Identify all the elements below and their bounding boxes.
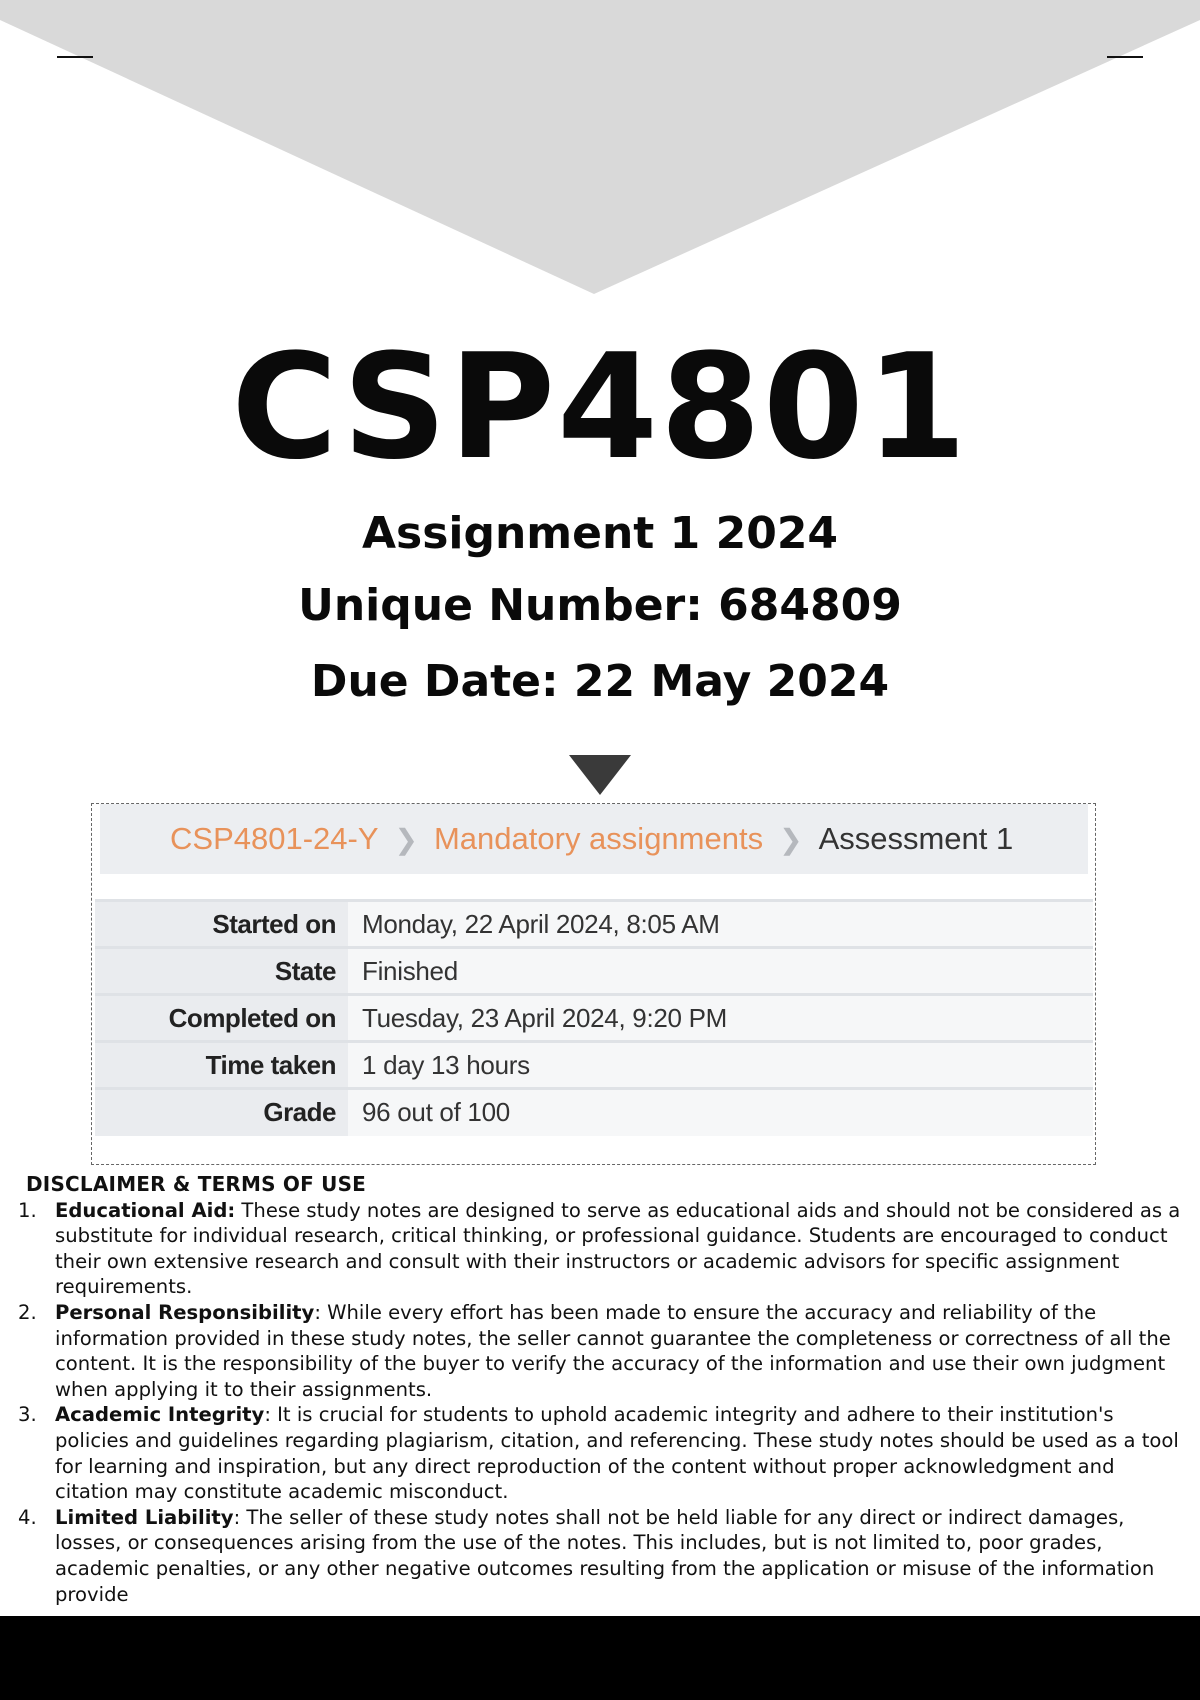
item-text: : It is crucial for students to uphold academic integrity and adhere to their institution's policies and guidelines regarding plagiarism, citation, and referencing. These study notes should be used as a tool for learning and inspiration, but any direct reproduction of the content without proper acknowledgment and citation may constitute academic misconduct. — [55, 1403, 1179, 1504]
course-code-title: CSP4801 — [231, 323, 969, 492]
row-label-time-taken: Time taken — [95, 1042, 348, 1089]
row-value-grade: 96 out of 100 — [348, 1089, 1093, 1136]
item-number: 4. — [18, 1505, 37, 1529]
breadcrumb — [100, 804, 1088, 874]
terms-list — [18, 1198, 1190, 1608]
table-row — [95, 901, 1093, 948]
due-date: Due Date: 22 May 2024 — [310, 656, 890, 707]
assessment-screenshot — [91, 803, 1096, 1165]
table-row — [95, 948, 1093, 995]
item-text: These study notes are designed to serve as educational aids and should not be considered as a substitute for individual research, critical thinking, or professional guidance. Students are encouraged to conduct their own extensive research and consult with their instructors or academic advisors for specific assignment requirements. — [55, 1198, 1181, 1299]
header-chevron-shape — [0, 0, 1200, 300]
row-label-completed-on: Completed on — [95, 995, 348, 1042]
list-item — [18, 1505, 1190, 1607]
down-arrow-icon — [569, 755, 631, 795]
item-heading: Academic Integrity — [55, 1403, 265, 1427]
table-row — [95, 1089, 1093, 1136]
item-text: : While every effort has been made to ensure the accuracy and reliability of the information provided in these study notes, the seller cannot guarantee the completeness or correctness of all the content. It is the responsibility of the buyer to verify the accuracy of the information and use their own judgment when applying it to their assignments. — [55, 1300, 1171, 1401]
item-heading: Personal Responsibility — [55, 1300, 315, 1324]
table-row — [95, 995, 1093, 1042]
list-item — [18, 1402, 1190, 1504]
row-value-state: Finished — [348, 948, 1093, 995]
row-value-time-taken: 1 day 13 hours — [348, 1042, 1093, 1089]
disclaimer-section — [18, 1172, 1190, 1607]
table-row — [95, 1042, 1093, 1089]
chevron-right-icon: ❯ — [394, 823, 418, 855]
list-item — [18, 1198, 1190, 1300]
row-value-started-on: Monday, 22 April 2024, 8:05 AM — [348, 901, 1093, 948]
disclaimer-title: DISCLAIMER & TERMS OF USE — [26, 1172, 367, 1196]
chevron-right-icon: ❯ — [779, 823, 803, 855]
bottom-black-bar — [0, 1616, 1200, 1700]
item-heading: Limited Liability — [55, 1505, 234, 1529]
corner-line-right — [1107, 56, 1143, 58]
row-value-completed-on: Tuesday, 23 April 2024, 9:20 PM — [348, 995, 1093, 1042]
breadcrumb-course-link[interactable]: CSP4801-24-Y — [170, 821, 379, 856]
row-label-grade: Grade — [95, 1089, 348, 1136]
row-label-started-on: Started on — [95, 901, 348, 948]
corner-line-left — [57, 56, 93, 58]
assignment-title: Assignment 1 2024 — [361, 508, 839, 559]
breadcrumb-current: Assessment 1 — [818, 821, 1014, 856]
unique-number: Unique Number: 684809 — [298, 580, 902, 631]
breadcrumb-assignments-link[interactable]: Mandatory assignments — [433, 821, 764, 856]
item-text: : The seller of these study notes shall not be held liable for any direct or indirect damages, losses, or consequences arising from the use of the notes. This includes, but is not limited to, poor grades, academic penalties, or any other negative outcomes resulting from the application or misuse of the information provide — [55, 1505, 1155, 1606]
row-label-state: State — [95, 948, 348, 995]
item-number: 1. — [18, 1198, 37, 1222]
item-number: 3. — [18, 1403, 37, 1427]
item-heading: Educational Aid: — [55, 1198, 236, 1222]
list-item — [18, 1300, 1190, 1402]
item-number: 2. — [18, 1300, 37, 1324]
attempt-summary-table — [95, 899, 1093, 1136]
